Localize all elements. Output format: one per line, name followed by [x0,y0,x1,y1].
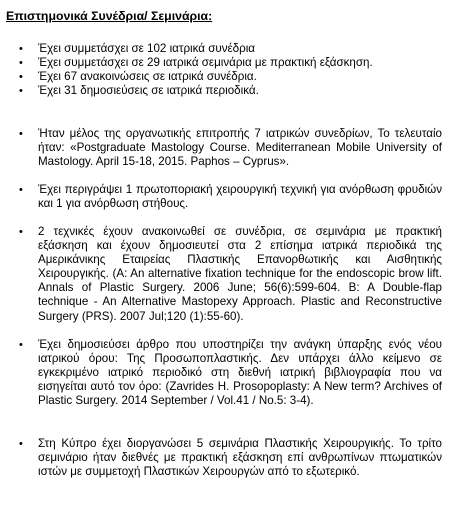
list-item-text: Έχει δημοσιεύσει άρθρο που υποστηρίζει την ανάγκη ύπαρξης ενός νέου ιατρικού όρου: Της Προσωποπλαστικής. Δεν υπάρχει άλλο κείμενο σε εγκεκριμένο ιατρικό περιοδικό στη διεθνή ιατρική βιβλιογραφία που να εισηγείται αυτό τον όρο: (Zavrides H. Prosopoplasty: A New term? Archives of Plastic Surgery. 2014 September / Vol.41 / No.5: 3-4). [38,338,442,408]
bullet-icon: • [19,184,23,196]
list-item [0,56,470,70]
techniques-group [0,183,470,211]
bullet-icon: • [19,85,23,98]
list-item [0,338,470,408]
bullet-icon: • [19,438,23,450]
organizing-committee-group [0,127,470,169]
list-item-text: Ήταν μέλος της οργανωτικής επιτροπής 7 ιατρικών συνεδρίων, Το τελευταίο ήταν: «Postgraduate Mastology Course. Mediterranean Mobile University of Mastology. April 15-18, 2015. Paphos – Cyprus». [38,127,442,169]
list-item [0,127,470,169]
list-item [0,84,470,98]
list-item [0,437,470,479]
list-item-text: 2 τεχνικές έχουν ανακοινωθεί σε συνέδρια, σε σεμινάρια με πρακτική εξάσκηση και έχουν δημοσιευτεί στα 2 επίσημα ιατρικά περιοδικά της Αμερικάνικης Εταιρείας Πλαστικής Επανορθωτικής και Αισθητικής Χειρουργικής. (A: An alternative fixation technique for the endoscopic brow lift. Annals of Plastic Surgery. 2006 June; 56(6):599-604. B: A Double-flap technique - An Alternative Mastopexy Approach. Plastic and Reconstructive Surgery (PRS). 2007 Jul;120 (1):55-60). [38,225,442,323]
prosopoplasty-group [0,338,470,408]
list-item [0,42,470,56]
seminars-list [0,437,470,479]
list-item-text: Έχει συμμετάσχει σε 102 ιατρικά συνέδρια [38,42,255,55]
prosopoplasty-list [0,338,470,408]
stats-group [0,42,470,98]
techniques-list [0,183,470,211]
bullet-icon: • [19,226,23,238]
publications-group [0,225,470,324]
list-item [0,225,470,324]
seminars-group [0,437,470,479]
bullet-icon: • [19,128,23,140]
bullet-icon: • [19,43,23,55]
list-item-text: Έχει 31 δημοσιεύσεις σε ιατρικά περιοδικά. [38,84,259,98]
list-item-text: Έχει περιγράψει 1 πρωτοποριακή χειρουργική τεχνική για ανόρθωση φρυδιών και 1 για ανόρθωση στήθους. [38,183,442,211]
bullet-icon: • [19,71,23,84]
list-item-text: Έχει 67 ανακοινώσεις σε ιατρικά συνέδρια. [38,70,257,84]
list-item-text: Έχει συμμετάσχει σε 29 ιατρικά σεμινάρια με πρακτική εξάσκηση. [38,56,373,70]
section-heading: Επιστημονικά Συνέδρια/ Σεμινάρια: [6,9,213,23]
bullet-icon: • [19,339,23,351]
list-item [0,183,470,211]
stats-list [0,42,470,98]
organizing-committee-list [0,127,470,169]
publications-list [0,225,470,324]
list-item [0,70,470,84]
bullet-icon: • [19,57,23,70]
list-item-text: Στη Κύπρο έχει διοργανώσει 5 σεμινάρια Πλαστικής Χειρουργικής. Το τρίτο σεμινάριο ήταν διεθνές με πρακτική εξάσκηση επί ανθρωπίνων πτωματικών ιστών με συμμετοχή Πλαστικών Χειρουργών από το εξωτερικό. [38,437,442,479]
